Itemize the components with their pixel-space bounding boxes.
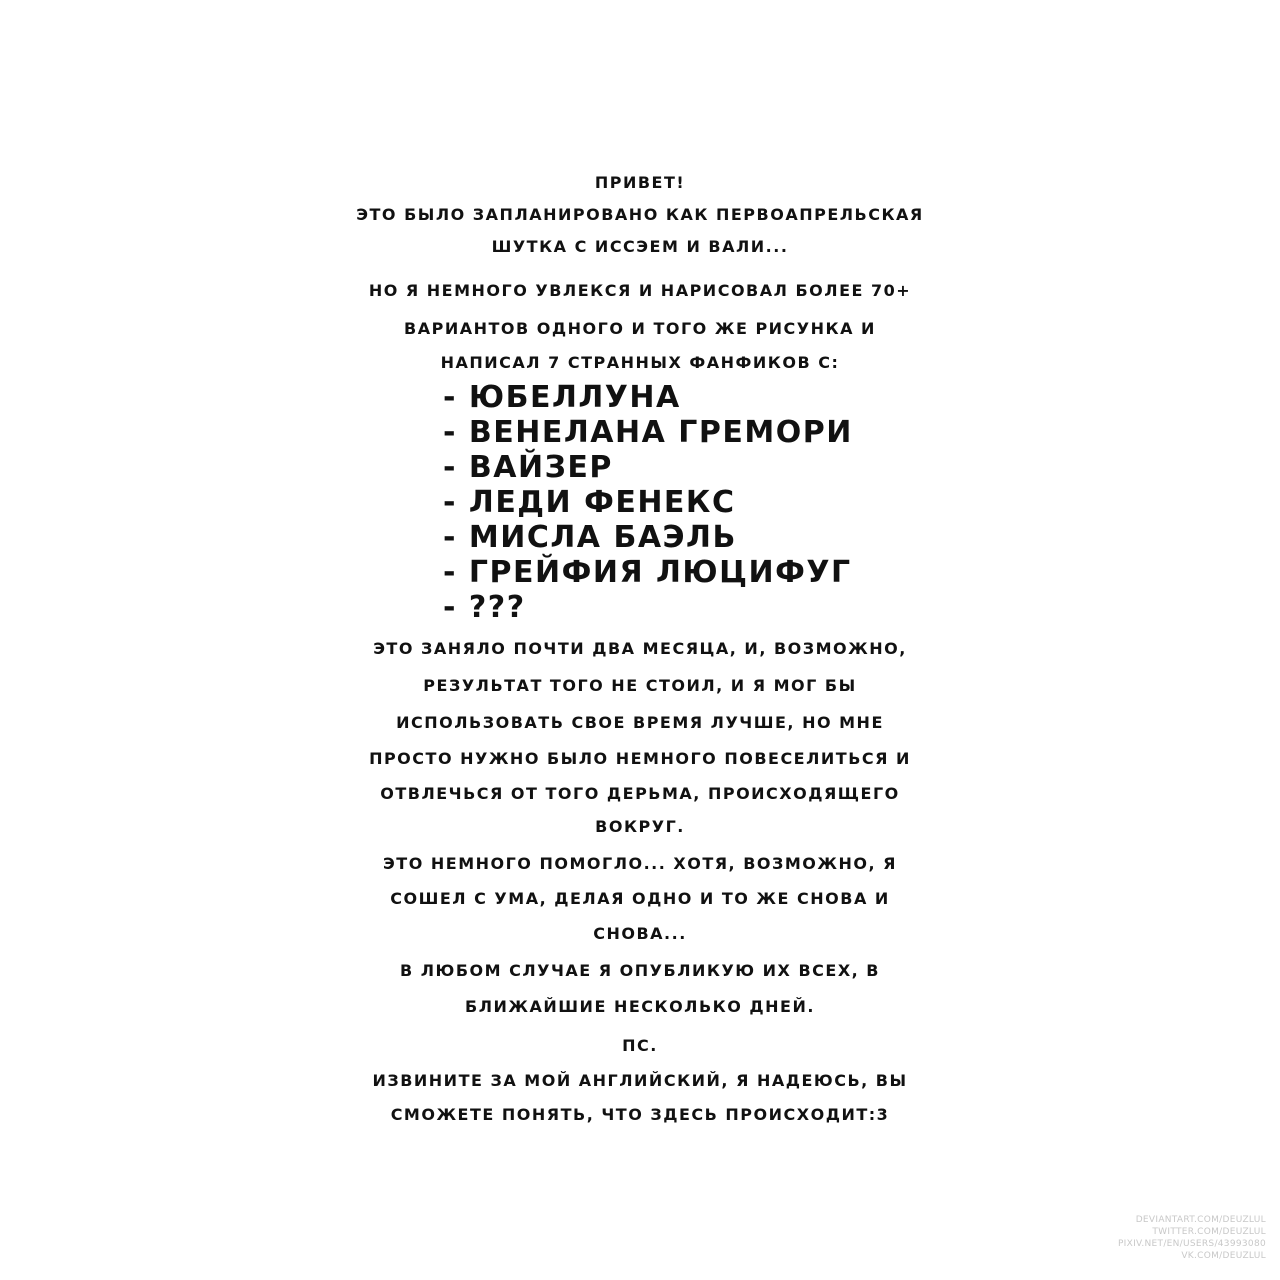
credit-vk: VK.COM/DEUZLUL (1181, 1251, 1266, 1261)
body-line: СОШЕЛ С УМА, ДЕЛАЯ ОДНО И ТО ЖЕ СНОВА И (390, 889, 890, 908)
greeting: ПРИВЕТ! (594, 173, 686, 192)
list-item: - ??? (443, 590, 526, 625)
credit-twitter: TWITTER.COM/DEUZLUL (1152, 1227, 1266, 1237)
body-line: ИЗВИНИТЕ ЗА МОЙ АНГЛИЙСКИЙ, Я НАДЕЮСЬ, ВЫ (372, 1071, 908, 1090)
credit-pixiv: PIXIV.NET/EN/USERS/43993080 (1117, 1239, 1266, 1249)
body-line: ЭТО НЕМНОГО ПОМОГЛО... ХОТЯ, ВОЗМОЖНО, Я (383, 854, 897, 873)
intro-line: ВАРИАНТОВ ОДНОГО И ТОГО ЖЕ РИСУНКА И (404, 319, 876, 338)
list-item: - ЛЕДИ ФЕНЕКС (443, 485, 736, 520)
body-line: В ЛЮБОМ СЛУЧАЕ Я ОПУБЛИКУЮ ИХ ВСЕХ, В (399, 961, 880, 980)
body-line: СНОВА... (593, 924, 687, 943)
list-item: - МИСЛА БАЭЛЬ (443, 520, 737, 555)
body-line: ПРОСТО НУЖНО БЫЛО НЕМНОГО ПОВЕСЕЛИТЬСЯ И (369, 749, 911, 768)
list-item: - ВАЙЗЕР (443, 450, 613, 485)
intro-line: ШУТКА С ИССЭЕМ И ВАЛИ... (491, 237, 789, 256)
intro-line: НО Я НЕМНОГО УВЛЕКСЯ И НАРИСОВАЛ БОЛЕЕ 70+ (368, 281, 912, 300)
body-line: РЕЗУЛЬТАТ ТОГО НЕ СТОИЛ, И Я МОГ БЫ (423, 676, 857, 695)
intro-line: ЭТО БЫЛО ЗАПЛАНИРОВАНО КАК ПЕРВОАПРЕЛЬСКАЯ (356, 205, 924, 224)
watermark-credits (1118, 1214, 1266, 1262)
body-line: ВОКРУГ. (595, 817, 685, 836)
list-item: - ЮБЕЛЛУНА (443, 380, 681, 415)
body-line: БЛИЖАЙШИЕ НЕСКОЛЬКО ДНЕЙ. (465, 997, 815, 1016)
body-line: СМОЖЕТЕ ПОНЯТЬ, ЧТО ЗДЕСЬ ПРОИСХОДИТ:3 (390, 1105, 890, 1124)
intro-line: НАПИСАЛ 7 СТРАННЫХ ФАНФИКОВ С: (440, 353, 840, 372)
body-line: ОТВЛЕЧЬСЯ ОТ ТОГО ДЕРЬМА, ПРОИСХОДЯЩЕГО (380, 784, 900, 803)
body-line: ИСПОЛЬЗОВАТЬ СВОЕ ВРЕМЯ ЛУЧШЕ, НО МНЕ (396, 713, 884, 732)
credit-deviantart: DEVIANTART.COM/DEUZLUL (1135, 1215, 1266, 1225)
body-line: ПС. (622, 1036, 658, 1055)
list-item: - ГРЕЙФИЯ ЛЮЦИФУГ (443, 555, 852, 590)
body-line: ЭТО ЗАНЯЛО ПОЧТИ ДВА МЕСЯЦА, И, ВОЗМОЖНО, (373, 639, 907, 658)
list-item: - ВЕНЕЛАНА ГРЕМОРИ (443, 415, 853, 450)
